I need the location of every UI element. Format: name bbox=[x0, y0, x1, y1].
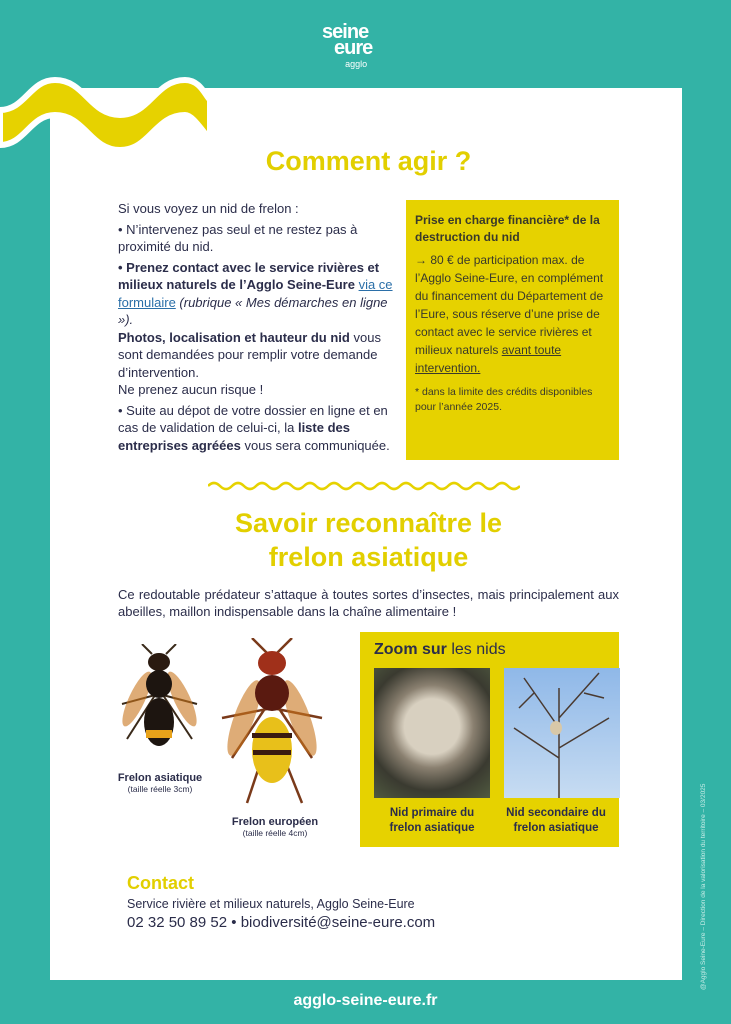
primary-nest-photo bbox=[374, 668, 490, 798]
asian-hornet-image bbox=[112, 644, 207, 769]
funding-body: → 80 € de participation max. de l’Agglo Seine-Eure, en complément du financement du Département de l’Eure, sous réserve d’une prise de contact avec le service rivières et milieux naturels bbox=[415, 253, 604, 357]
asian-size: (taille réelle 3cm) bbox=[127, 784, 193, 794]
funding-underlined: avant toute intervention. bbox=[415, 343, 562, 375]
main-content bbox=[118, 144, 619, 974]
wavy-divider bbox=[208, 480, 520, 492]
title-line2: frelon asiatique bbox=[268, 542, 469, 572]
contact-service: Service rivière et milieux naturels, Agglo Seine-Eure bbox=[127, 897, 415, 911]
bullet-2-bold: • Prenez contact avec le service rivières et milieux naturels de l’Agglo Seine-Eure bbox=[118, 259, 380, 292]
nests-box bbox=[360, 632, 619, 847]
bullet-2-italic: (rubrique « Mes démarches en ligne »). bbox=[118, 294, 388, 327]
section-title-reconnaitre bbox=[118, 506, 619, 574]
nests-title bbox=[374, 641, 506, 659]
logo-sub: agglo bbox=[345, 59, 368, 69]
funding-note: * dans la limite des crédits disponibles pour l’année 2025. bbox=[415, 386, 593, 413]
logo-line2: eure bbox=[334, 37, 373, 59]
hornet-intro: Ce redoutable prédateur s’attaque à toutes sortes d’insectes, mais principalement aux abeilles, maillon indispensable dans la chaîne alimentaire ! bbox=[118, 587, 619, 619]
bullet-3-bold: liste des entreprises agréées bbox=[118, 420, 350, 453]
figures-row bbox=[118, 632, 619, 847]
bullet-2-last: Ne prenez aucun risque ! bbox=[118, 382, 264, 397]
title-line1: Savoir reconnaître le bbox=[234, 508, 503, 538]
european-hornet-image bbox=[212, 638, 332, 813]
section-title-comment-agir: Comment agir ? bbox=[265, 146, 472, 176]
asian-name: Frelon asiatique bbox=[117, 772, 203, 784]
contact-line: 02 32 50 89 52 • biodiversité@seine-eure.com bbox=[127, 914, 436, 931]
logo-line1: seine bbox=[322, 21, 369, 43]
funding-title: Prise en charge financière* de la destruction du nid bbox=[415, 213, 600, 244]
credit-text: @Agglo Seine-Eure – Direction de la valorisation du territoire – 03/2025 bbox=[700, 783, 707, 990]
secondary-nest-photo bbox=[504, 668, 620, 798]
website-url[interactable]: agglo-seine-eure.fr bbox=[293, 992, 438, 1009]
contact-section bbox=[118, 873, 619, 931]
bullet-3-a: • Suite au dépot de votre dossier en ligne et en cas de validation de celui-ci, la bbox=[118, 402, 388, 435]
bullet-3 bbox=[118, 402, 398, 455]
form-link[interactable]: via ce formulaire bbox=[118, 277, 393, 310]
european-name: Frelon européen bbox=[231, 816, 319, 828]
intro-text: Si vous voyez un nid de frelon : bbox=[118, 201, 299, 216]
contact-email[interactable]: biodiversité@seine-eure.com bbox=[240, 914, 436, 931]
primary-nest-caption: Nid primaire du frelon asiatique bbox=[389, 807, 475, 834]
bullet-1: • N’intervenez pas seul et ne restez pas à proximité du nid. bbox=[118, 221, 358, 254]
asian-hornet-caption bbox=[102, 772, 218, 794]
nests-title-bold: Zoom sur bbox=[374, 641, 447, 658]
bullet-3-b: vous sera communiquée. bbox=[244, 437, 390, 453]
nests-title-rest: les nids bbox=[446, 641, 506, 658]
contact-phone[interactable]: 02 32 50 89 52 bbox=[127, 914, 228, 931]
bullet-2 bbox=[118, 259, 398, 399]
european-hornet-caption bbox=[222, 816, 328, 838]
instructions bbox=[118, 200, 398, 457]
contact-title: Contact bbox=[127, 873, 194, 893]
bullet-2-rest: vous sont demandées pour remplir votre demande d’intervention. bbox=[118, 329, 381, 380]
seine-eure-logo bbox=[318, 21, 373, 72]
funding-box bbox=[406, 200, 619, 460]
european-size: (taille réelle 4cm) bbox=[242, 828, 308, 838]
bullet-2-bold2: Photos, localisation et hauteur du nid bbox=[118, 329, 350, 345]
secondary-nest-caption: Nid secondaire du frelon asiatique bbox=[506, 807, 606, 834]
action-row bbox=[118, 200, 619, 460]
